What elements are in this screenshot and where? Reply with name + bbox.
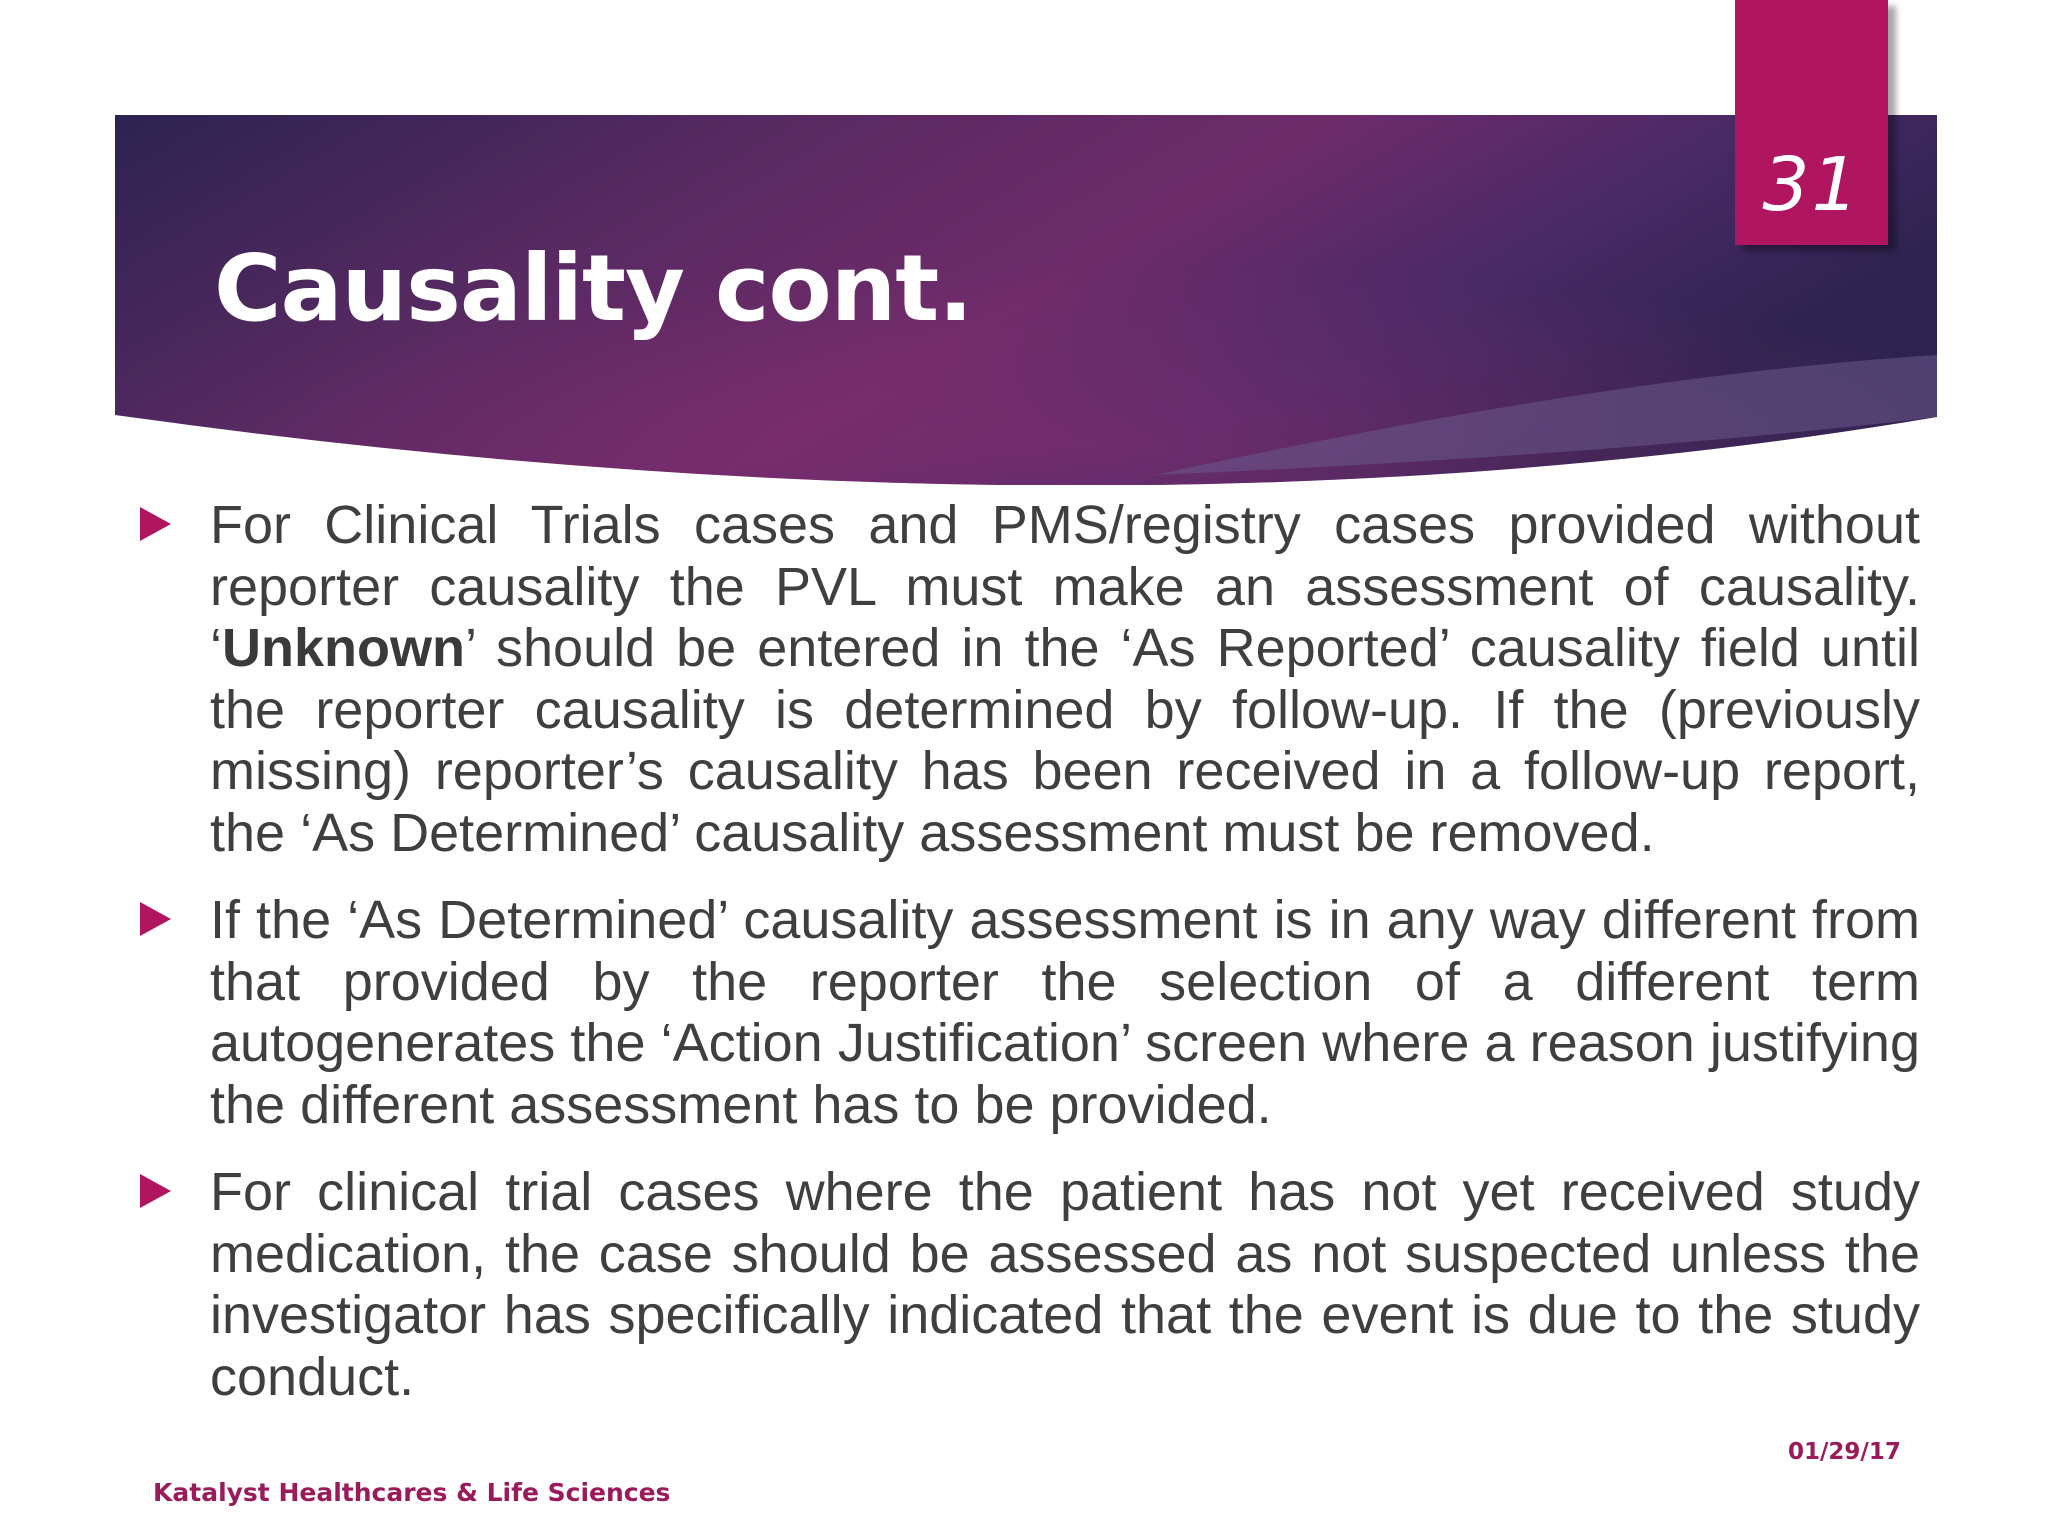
page-number-badge bbox=[1735, 0, 1888, 245]
page-number: 31 bbox=[1762, 142, 1861, 228]
bullet-text: For clinical trial cases where the patient has not yet received study medication, the case should be assessed as not suspected unless the investigator has specifically indicated that the event is due to the study conduct. bbox=[210, 1162, 1920, 1407]
slide-title: Causality cont. bbox=[214, 235, 973, 342]
bullet-text: If the ‘As Determined’ causality assessment is in any way different from that provided by the reporter the selection of a different term autogenerates the ‘Action Justification’ screen where a reason justifying the different assessment has to be provided. bbox=[210, 890, 1920, 1135]
triangle-bullet-icon bbox=[140, 902, 171, 936]
triangle-bullet-icon bbox=[140, 1174, 171, 1208]
slide-date: 01/29/17 bbox=[1788, 1439, 1901, 1465]
bullet-item bbox=[140, 890, 1920, 1136]
bold-term: Unknown bbox=[222, 618, 465, 678]
triangle-bullet-icon bbox=[140, 507, 171, 541]
bullet-text: For Clinical Trials cases and PMS/registry cases provided without reporter causality the PVL must make an assessment of causality. ‘Unknown’ should be entered in the ‘As Reported’ causality field until the reporter causality is determined by follow-up. If the (previously missing) reporter’s causality has been received in a follow-up report, the ‘As Determined’ causality assessment must be removed. bbox=[210, 495, 1920, 863]
bullet-item bbox=[140, 1162, 1920, 1408]
footer-company: Katalyst Healthcares & Life Sciences bbox=[153, 1478, 671, 1507]
bullet-list bbox=[140, 495, 1920, 1434]
bullet-item bbox=[140, 495, 1920, 864]
